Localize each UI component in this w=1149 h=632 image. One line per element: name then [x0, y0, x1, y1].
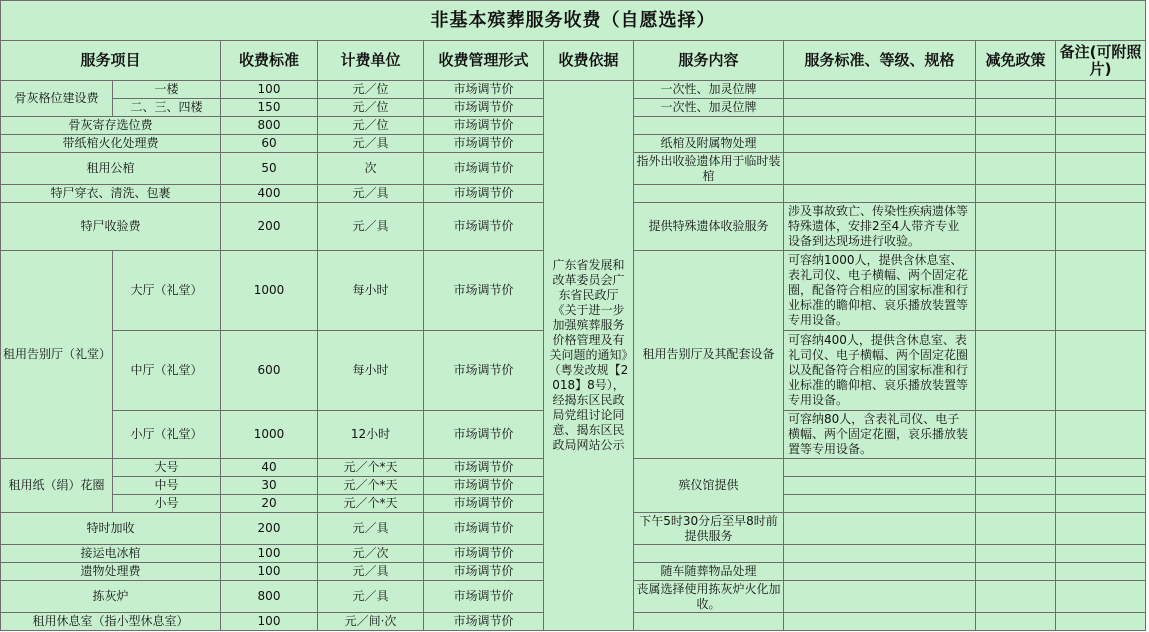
standard-cell [784, 135, 976, 153]
price-cell: 20 [221, 495, 318, 513]
item-group-cell: 骨灰格位建设费 [1, 81, 113, 117]
item-cell: 遗物处理费 [1, 563, 221, 581]
standard-cell [784, 117, 976, 135]
remark-cell [1056, 185, 1146, 203]
exemption-cell [976, 613, 1056, 631]
price-cell: 100 [221, 563, 318, 581]
unit-cell: 元／具 [318, 203, 424, 251]
unit-cell: 12小时 [318, 411, 424, 459]
item-cell: 接运电冰棺 [1, 545, 221, 563]
price-cell: 100 [221, 81, 318, 99]
remark-cell [1056, 513, 1146, 545]
content-cell: 一次性、加灵位牌 [634, 99, 784, 117]
price-cell: 150 [221, 99, 318, 117]
basis-cell: 广东省发展和改革委员会广东省民政厅《关于进一步加强殡葬服务价格管理及有关问题的通知》（粤发改规【2018】8号），经揭东区民政局党组讨论同意、揭东区民政局网站公示 [544, 81, 634, 631]
standard-cell [784, 513, 976, 545]
mgmt-cell: 市场调节价 [424, 185, 544, 203]
price-cell: 30 [221, 477, 318, 495]
price-cell: 800 [221, 117, 318, 135]
sub-item-cell: 大厅（礼堂） [113, 251, 221, 331]
exemption-cell [976, 513, 1056, 545]
mgmt-cell: 市场调节价 [424, 495, 544, 513]
remark-cell [1056, 251, 1146, 331]
unit-cell: 元／间·次 [318, 613, 424, 631]
item-cell: 租用休息室（指小型休息室） [1, 613, 221, 631]
sub-item-cell: 小号 [113, 495, 221, 513]
item-group-cell: 租用告别厅（礼堂） [1, 251, 113, 459]
content-cell: 下午5时30分后至早8时前提供服务 [634, 513, 784, 545]
price-cell: 1000 [221, 411, 318, 459]
unit-cell: 每小时 [318, 331, 424, 411]
remark-cell [1056, 477, 1146, 495]
sub-item-cell: 大号 [113, 459, 221, 477]
price-cell: 60 [221, 135, 318, 153]
content-cell: 租用告别厅及其配套设备 [634, 251, 784, 459]
header-basis: 收费依据 [544, 41, 634, 81]
content-cell: 一次性、加灵位牌 [634, 81, 784, 99]
exemption-cell [976, 135, 1056, 153]
sub-item-cell: 小厅（礼堂） [113, 411, 221, 459]
price-cell: 200 [221, 203, 318, 251]
exemption-cell [976, 331, 1056, 411]
exemption-cell [976, 81, 1056, 99]
remark-cell [1056, 411, 1146, 459]
remark-cell [1056, 563, 1146, 581]
mgmt-cell: 市场调节价 [424, 153, 544, 185]
standard-cell: 涉及事故致亡、传染性疾病遗体等特殊遗体，安排2至4人带齐专业设备到达现场进行收验。 [784, 203, 976, 251]
exemption-cell [976, 581, 1056, 613]
remark-cell [1056, 581, 1146, 613]
price-cell: 400 [221, 185, 318, 203]
standard-cell [784, 185, 976, 203]
item-cell: 特尸收验费 [1, 203, 221, 251]
unit-cell: 元／具 [318, 513, 424, 545]
remark-cell [1056, 545, 1146, 563]
mgmt-cell: 市场调节价 [424, 411, 544, 459]
standard-cell [784, 495, 976, 513]
exemption-cell [976, 185, 1056, 203]
price-cell: 200 [221, 513, 318, 545]
content-cell: 纸棺及附属物处理 [634, 135, 784, 153]
unit-cell: 元／个*天 [318, 477, 424, 495]
unit-cell: 元／具 [318, 581, 424, 613]
content-cell [634, 185, 784, 203]
exemption-cell [976, 251, 1056, 331]
price-cell: 100 [221, 613, 318, 631]
sub-item-cell: 一楼 [113, 81, 221, 99]
standard-cell [784, 459, 976, 477]
item-cell: 拣灰炉 [1, 581, 221, 613]
item-cell: 特时加收 [1, 513, 221, 545]
exemption-cell [976, 495, 1056, 513]
header-standard: 服务标准、等级、规格 [784, 41, 976, 81]
content-cell [634, 545, 784, 563]
exemption-cell [976, 477, 1056, 495]
content-cell: 指外出收验遗体用于临时装棺 [634, 153, 784, 185]
exemption-cell [976, 117, 1056, 135]
mgmt-cell: 市场调节价 [424, 135, 544, 153]
content-cell: 殡仪馆提供 [634, 459, 784, 513]
remark-cell [1056, 153, 1146, 185]
standard-cell: 可容纳1000人，提供含休息室、表礼司仪、电子横幅、两个固定花圈，配备符合相应的国家标准和行业标准的瞻仰棺、哀乐播放装置等专用设备。 [784, 251, 976, 331]
mgmt-cell: 市场调节价 [424, 99, 544, 117]
mgmt-cell: 市场调节价 [424, 117, 544, 135]
unit-cell: 每小时 [318, 251, 424, 331]
standard-cell [784, 581, 976, 613]
standard-cell [784, 81, 976, 99]
price-cell: 100 [221, 545, 318, 563]
sub-item-cell: 二、三、四楼 [113, 99, 221, 117]
item-cell: 带纸棺火化处理费 [1, 135, 221, 153]
exemption-cell [976, 459, 1056, 477]
exemption-cell [976, 545, 1056, 563]
sub-item-cell: 中号 [113, 477, 221, 495]
standard-cell [784, 99, 976, 117]
unit-cell: 元／个*天 [318, 495, 424, 513]
mgmt-cell: 市场调节价 [424, 477, 544, 495]
remark-cell [1056, 117, 1146, 135]
table-title: 非基本殡葬服务收费（自愿选择） [1, 1, 1146, 41]
mgmt-cell: 市场调节价 [424, 513, 544, 545]
remark-cell [1056, 613, 1146, 631]
remark-cell [1056, 81, 1146, 99]
remark-cell [1056, 135, 1146, 153]
mgmt-cell: 市场调节价 [424, 545, 544, 563]
exemption-cell [976, 203, 1056, 251]
unit-cell: 元／位 [318, 117, 424, 135]
mgmt-cell: 市场调节价 [424, 203, 544, 251]
mgmt-cell: 市场调节价 [424, 459, 544, 477]
remark-cell [1056, 495, 1146, 513]
header-remark: 备注(可附照片) [1056, 41, 1146, 81]
standard-cell [784, 613, 976, 631]
mgmt-cell: 市场调节价 [424, 81, 544, 99]
standard-cell [784, 153, 976, 185]
unit-cell: 元／位 [318, 81, 424, 99]
price-cell: 600 [221, 331, 318, 411]
item-group-cell: 租用纸（绢）花圈 [1, 459, 113, 513]
remark-cell [1056, 203, 1146, 251]
header-unit: 计费单位 [318, 41, 424, 81]
item-cell: 特尸穿衣、清洗、包裹 [1, 185, 221, 203]
mgmt-cell: 市场调节价 [424, 581, 544, 613]
exemption-cell [976, 153, 1056, 185]
mgmt-cell: 市场调节价 [424, 331, 544, 411]
header-price: 收费标准 [221, 41, 318, 81]
sub-item-cell: 中厅（礼堂） [113, 331, 221, 411]
exemption-cell [976, 99, 1056, 117]
content-cell: 随车随葬物品处理 [634, 563, 784, 581]
content-cell [634, 613, 784, 631]
remark-cell [1056, 99, 1146, 117]
content-cell: 提供特殊遗体收验服务 [634, 203, 784, 251]
item-cell: 租用公棺 [1, 153, 221, 185]
unit-cell: 元／次 [318, 545, 424, 563]
standard-cell [784, 545, 976, 563]
remark-cell [1056, 331, 1146, 411]
price-cell: 800 [221, 581, 318, 613]
unit-cell: 元／个*天 [318, 459, 424, 477]
exemption-cell [976, 411, 1056, 459]
header-exemption: 减免政策 [976, 41, 1056, 81]
price-cell: 50 [221, 153, 318, 185]
mgmt-cell: 市场调节价 [424, 251, 544, 331]
content-cell: 丧属选择使用拣灰炉火化加收。 [634, 581, 784, 613]
item-cell: 骨灰寄存选位费 [1, 117, 221, 135]
price-cell: 1000 [221, 251, 318, 331]
remark-cell [1056, 459, 1146, 477]
exemption-cell [976, 563, 1056, 581]
standard-cell: 可容纳80人，含表礼司仪、电子横幅、两个固定花圈，哀乐播放装置等专用设备。 [784, 411, 976, 459]
unit-cell: 元／具 [318, 135, 424, 153]
mgmt-cell: 市场调节价 [424, 563, 544, 581]
header-content: 服务内容 [634, 41, 784, 81]
unit-cell: 次 [318, 153, 424, 185]
price-cell: 40 [221, 459, 318, 477]
content-cell [634, 117, 784, 135]
unit-cell: 元／具 [318, 563, 424, 581]
standard-cell [784, 563, 976, 581]
mgmt-cell: 市场调节价 [424, 613, 544, 631]
unit-cell: 元／具 [318, 185, 424, 203]
header-item: 服务项目 [1, 41, 221, 81]
standard-cell [784, 477, 976, 495]
unit-cell: 元／位 [318, 99, 424, 117]
standard-cell: 可容纳400人，提供含休息室、表礼司仪、电子横幅、两个固定花圈以及配备符合相应的国家标准和行业标准的瞻仰棺、哀乐播放装置等专用设备。 [784, 331, 976, 411]
header-mgmt: 收费管理形式 [424, 41, 544, 81]
